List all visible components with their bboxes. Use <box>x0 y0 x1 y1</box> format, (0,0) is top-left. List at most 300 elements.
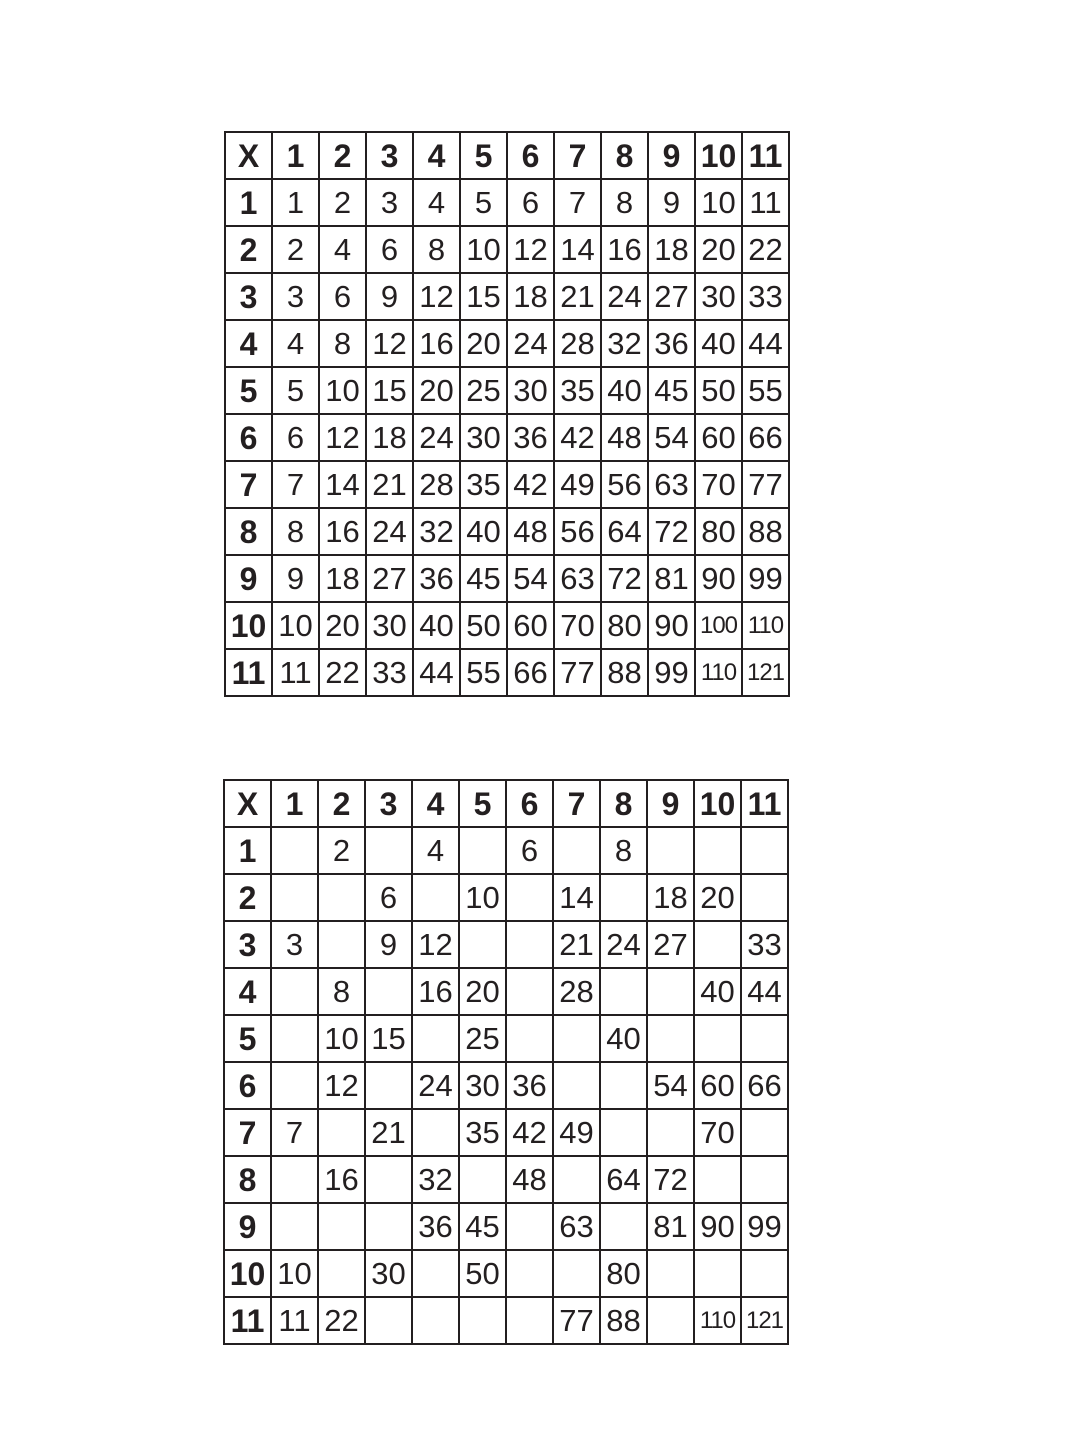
product-cell: 8 <box>601 179 648 226</box>
table-row <box>224 1156 788 1203</box>
blank-cell <box>365 1203 412 1250</box>
product-cell: 88 <box>600 1297 647 1344</box>
product-cell: 55 <box>460 649 507 696</box>
column-header: 10 <box>695 132 742 179</box>
blank-cell <box>271 1156 318 1203</box>
table-row <box>224 1015 788 1062</box>
product-cell: 25 <box>460 367 507 414</box>
column-header: 6 <box>507 132 554 179</box>
product-cell: 16 <box>319 508 366 555</box>
product-cell: 90 <box>648 602 695 649</box>
product-cell: 36 <box>413 555 460 602</box>
product-cell: 3 <box>272 273 319 320</box>
blank-cell <box>647 1109 694 1156</box>
product-cell: 88 <box>742 508 789 555</box>
table-row <box>224 827 788 874</box>
column-header: 3 <box>366 132 413 179</box>
product-cell: 24 <box>366 508 413 555</box>
product-cell: 99 <box>741 1203 788 1250</box>
product-cell: 21 <box>553 921 600 968</box>
product-cell: 11 <box>271 1297 318 1344</box>
product-cell: 66 <box>742 414 789 461</box>
blank-cell <box>365 1297 412 1344</box>
table-row <box>225 461 789 508</box>
blank-cell <box>412 1015 459 1062</box>
product-cell: 121 <box>742 649 789 696</box>
product-cell: 27 <box>648 273 695 320</box>
blank-cell <box>600 1062 647 1109</box>
blank-cell <box>741 1015 788 1062</box>
product-cell: 27 <box>366 555 413 602</box>
product-cell: 9 <box>365 921 412 968</box>
blank-cell <box>694 1250 741 1297</box>
product-cell: 24 <box>507 320 554 367</box>
product-cell: 30 <box>365 1250 412 1297</box>
product-cell: 12 <box>507 226 554 273</box>
product-cell: 77 <box>742 461 789 508</box>
product-cell: 40 <box>413 602 460 649</box>
product-cell: 27 <box>647 921 694 968</box>
product-cell: 30 <box>460 414 507 461</box>
product-cell: 90 <box>694 1203 741 1250</box>
product-cell: 32 <box>601 320 648 367</box>
column-header: 8 <box>600 780 647 827</box>
product-cell: 44 <box>413 649 460 696</box>
product-cell: 64 <box>601 508 648 555</box>
product-cell: 35 <box>460 461 507 508</box>
product-cell: 9 <box>648 179 695 226</box>
product-cell: 77 <box>554 649 601 696</box>
product-cell: 6 <box>319 273 366 320</box>
table-row <box>225 273 789 320</box>
blank-cell <box>412 874 459 921</box>
blank-cell <box>459 1297 506 1344</box>
product-cell: 30 <box>507 367 554 414</box>
table-row <box>224 1297 788 1344</box>
product-cell: 20 <box>695 226 742 273</box>
product-cell: 21 <box>365 1109 412 1156</box>
product-cell: 80 <box>695 508 742 555</box>
column-header: 8 <box>601 132 648 179</box>
product-cell: 99 <box>742 555 789 602</box>
row-header: 4 <box>224 968 271 1015</box>
product-cell: 40 <box>694 968 741 1015</box>
product-cell: 66 <box>507 649 554 696</box>
product-cell: 30 <box>366 602 413 649</box>
table-row <box>224 968 788 1015</box>
blank-cell <box>600 1203 647 1250</box>
row-header: 11 <box>225 649 272 696</box>
product-cell: 16 <box>412 968 459 1015</box>
blank-cell <box>694 1015 741 1062</box>
product-cell: 8 <box>413 226 460 273</box>
row-header: 6 <box>225 414 272 461</box>
row-header: 9 <box>225 555 272 602</box>
product-cell: 56 <box>601 461 648 508</box>
table-row <box>224 921 788 968</box>
product-cell: 110 <box>694 1297 741 1344</box>
column-header: 6 <box>506 780 553 827</box>
product-cell: 21 <box>366 461 413 508</box>
blank-cell <box>506 968 553 1015</box>
product-cell: 60 <box>507 602 554 649</box>
blank-cell <box>506 921 553 968</box>
row-header: 5 <box>224 1015 271 1062</box>
blank-cell <box>412 1109 459 1156</box>
blank-cell <box>506 1297 553 1344</box>
blank-cell <box>318 874 365 921</box>
blank-cell <box>271 827 318 874</box>
row-header: 4 <box>225 320 272 367</box>
product-cell: 1 <box>272 179 319 226</box>
row-header: 8 <box>224 1156 271 1203</box>
table-row <box>224 1250 788 1297</box>
blank-cell <box>506 874 553 921</box>
product-cell: 12 <box>412 921 459 968</box>
row-header: 10 <box>224 1250 271 1297</box>
product-cell: 20 <box>460 320 507 367</box>
column-header: 4 <box>413 132 460 179</box>
product-cell: 8 <box>318 968 365 1015</box>
product-cell: 44 <box>742 320 789 367</box>
product-cell: 4 <box>319 226 366 273</box>
blank-cell <box>459 1156 506 1203</box>
product-cell: 6 <box>506 827 553 874</box>
product-cell: 72 <box>647 1156 694 1203</box>
product-cell: 110 <box>742 602 789 649</box>
product-cell: 28 <box>554 320 601 367</box>
product-cell: 40 <box>695 320 742 367</box>
product-cell: 99 <box>648 649 695 696</box>
product-cell: 50 <box>695 367 742 414</box>
column-header: 5 <box>460 132 507 179</box>
product-cell: 16 <box>413 320 460 367</box>
product-cell: 36 <box>412 1203 459 1250</box>
column-header: 3 <box>365 780 412 827</box>
product-cell: 33 <box>366 649 413 696</box>
blank-cell <box>600 874 647 921</box>
row-header: 8 <box>225 508 272 555</box>
column-header: 11 <box>742 132 789 179</box>
product-cell: 40 <box>460 508 507 555</box>
column-header: 7 <box>554 132 601 179</box>
product-cell: 7 <box>272 461 319 508</box>
product-cell: 10 <box>695 179 742 226</box>
column-header: 9 <box>647 780 694 827</box>
product-cell: 54 <box>507 555 554 602</box>
row-header: 2 <box>224 874 271 921</box>
row-header: 11 <box>224 1297 271 1344</box>
blank-cell <box>647 827 694 874</box>
product-cell: 110 <box>695 649 742 696</box>
product-cell: 24 <box>413 414 460 461</box>
product-cell: 22 <box>319 649 366 696</box>
product-cell: 18 <box>507 273 554 320</box>
product-cell: 40 <box>600 1015 647 1062</box>
product-cell: 44 <box>741 968 788 1015</box>
product-cell: 7 <box>271 1109 318 1156</box>
blank-cell <box>553 1250 600 1297</box>
blank-cell <box>271 1203 318 1250</box>
product-cell: 60 <box>694 1062 741 1109</box>
product-cell: 3 <box>366 179 413 226</box>
product-cell: 10 <box>272 602 319 649</box>
table-row <box>224 1203 788 1250</box>
product-cell: 5 <box>272 367 319 414</box>
product-cell: 28 <box>413 461 460 508</box>
product-cell: 72 <box>601 555 648 602</box>
product-cell: 45 <box>460 555 507 602</box>
blank-cell <box>318 1250 365 1297</box>
product-cell: 30 <box>459 1062 506 1109</box>
blank-cell <box>271 874 318 921</box>
blank-cell <box>271 968 318 1015</box>
row-header: 6 <box>224 1062 271 1109</box>
product-cell: 18 <box>647 874 694 921</box>
product-cell: 63 <box>648 461 695 508</box>
product-cell: 25 <box>459 1015 506 1062</box>
blank-cell <box>553 1156 600 1203</box>
product-cell: 72 <box>648 508 695 555</box>
product-cell: 48 <box>507 508 554 555</box>
product-cell: 20 <box>694 874 741 921</box>
product-cell: 45 <box>648 367 695 414</box>
product-cell: 12 <box>318 1062 365 1109</box>
product-cell: 14 <box>319 461 366 508</box>
blank-cell <box>506 1015 553 1062</box>
blank-cell <box>741 1109 788 1156</box>
table-row <box>225 179 789 226</box>
table-row <box>225 367 789 414</box>
column-header: 4 <box>412 780 459 827</box>
blank-cell <box>365 968 412 1015</box>
product-cell: 36 <box>506 1062 553 1109</box>
product-cell: 7 <box>554 179 601 226</box>
blank-cell <box>412 1297 459 1344</box>
product-cell: 32 <box>412 1156 459 1203</box>
product-cell: 100 <box>695 602 742 649</box>
column-header: 9 <box>648 132 695 179</box>
product-cell: 18 <box>366 414 413 461</box>
blank-cell <box>318 1109 365 1156</box>
blank-cell <box>600 968 647 1015</box>
column-header: 11 <box>741 780 788 827</box>
column-header: 1 <box>271 780 318 827</box>
product-cell: 36 <box>648 320 695 367</box>
product-cell: 12 <box>413 273 460 320</box>
product-cell: 20 <box>413 367 460 414</box>
blank-cell <box>318 1203 365 1250</box>
product-cell: 36 <box>507 414 554 461</box>
product-cell: 63 <box>554 555 601 602</box>
blank-cell <box>459 827 506 874</box>
blank-cell <box>741 874 788 921</box>
product-cell: 90 <box>695 555 742 602</box>
product-cell: 80 <box>601 602 648 649</box>
blank-cell <box>647 968 694 1015</box>
multiplication-table-complete <box>224 131 790 697</box>
product-cell: 63 <box>553 1203 600 1250</box>
product-cell: 56 <box>554 508 601 555</box>
product-cell: 4 <box>413 179 460 226</box>
product-cell: 45 <box>459 1203 506 1250</box>
blank-cell <box>553 827 600 874</box>
product-cell: 50 <box>460 602 507 649</box>
blank-cell <box>412 1250 459 1297</box>
product-cell: 21 <box>554 273 601 320</box>
header-row <box>224 780 788 827</box>
row-header: 1 <box>225 179 272 226</box>
blank-cell <box>647 1250 694 1297</box>
product-cell: 10 <box>460 226 507 273</box>
product-cell: 48 <box>601 414 648 461</box>
product-cell: 15 <box>460 273 507 320</box>
blank-cell <box>365 1156 412 1203</box>
product-cell: 10 <box>318 1015 365 1062</box>
product-cell: 55 <box>742 367 789 414</box>
product-cell: 35 <box>459 1109 506 1156</box>
product-cell: 24 <box>601 273 648 320</box>
product-cell: 22 <box>318 1297 365 1344</box>
product-cell: 14 <box>554 226 601 273</box>
product-cell: 4 <box>272 320 319 367</box>
product-cell: 11 <box>272 649 319 696</box>
product-cell: 40 <box>601 367 648 414</box>
product-cell: 6 <box>507 179 554 226</box>
product-cell: 50 <box>459 1250 506 1297</box>
row-header: 7 <box>225 461 272 508</box>
product-cell: 81 <box>647 1203 694 1250</box>
product-cell: 14 <box>553 874 600 921</box>
blank-cell <box>647 1297 694 1344</box>
blank-cell <box>741 827 788 874</box>
blank-cell <box>694 921 741 968</box>
column-header: 5 <box>459 780 506 827</box>
product-cell: 20 <box>319 602 366 649</box>
table-row <box>224 1062 788 1109</box>
product-cell: 49 <box>553 1109 600 1156</box>
product-cell: 81 <box>648 555 695 602</box>
column-header: 2 <box>319 132 366 179</box>
blank-cell <box>271 1015 318 1062</box>
product-cell: 35 <box>554 367 601 414</box>
table-row <box>224 874 788 921</box>
product-cell: 4 <box>412 827 459 874</box>
product-cell: 70 <box>694 1109 741 1156</box>
product-cell: 8 <box>600 827 647 874</box>
product-cell: 32 <box>413 508 460 555</box>
row-header: 1 <box>224 827 271 874</box>
table-row <box>225 414 789 461</box>
header-row <box>225 132 789 179</box>
column-header: 1 <box>272 132 319 179</box>
product-cell: 80 <box>600 1250 647 1297</box>
table-row <box>225 555 789 602</box>
table-row <box>225 320 789 367</box>
product-cell: 33 <box>742 273 789 320</box>
product-cell: 30 <box>695 273 742 320</box>
product-cell: 3 <box>271 921 318 968</box>
product-cell: 6 <box>272 414 319 461</box>
column-header: 10 <box>694 780 741 827</box>
table-row <box>225 649 789 696</box>
product-cell: 54 <box>647 1062 694 1109</box>
blank-cell <box>506 1250 553 1297</box>
product-cell: 42 <box>554 414 601 461</box>
product-cell: 77 <box>553 1297 600 1344</box>
blank-cell <box>506 1203 553 1250</box>
product-cell: 42 <box>506 1109 553 1156</box>
multiplication-table-partial <box>223 779 789 1345</box>
row-header: 5 <box>225 367 272 414</box>
product-cell: 16 <box>601 226 648 273</box>
product-cell: 70 <box>554 602 601 649</box>
product-cell: 33 <box>741 921 788 968</box>
product-cell: 9 <box>366 273 413 320</box>
product-cell: 54 <box>648 414 695 461</box>
product-cell: 49 <box>554 461 601 508</box>
product-cell: 20 <box>459 968 506 1015</box>
product-cell: 12 <box>319 414 366 461</box>
product-cell: 6 <box>366 226 413 273</box>
row-header: 3 <box>224 921 271 968</box>
row-header: 9 <box>224 1203 271 1250</box>
product-cell: 42 <box>507 461 554 508</box>
blank-cell <box>365 827 412 874</box>
blank-cell <box>553 1015 600 1062</box>
table-row <box>225 226 789 273</box>
product-cell: 28 <box>553 968 600 1015</box>
product-cell: 15 <box>365 1015 412 1062</box>
blank-cell <box>694 1156 741 1203</box>
product-cell: 15 <box>366 367 413 414</box>
product-cell: 10 <box>271 1250 318 1297</box>
corner-cell: X <box>225 132 272 179</box>
product-cell: 11 <box>742 179 789 226</box>
blank-cell <box>694 827 741 874</box>
blank-cell <box>741 1156 788 1203</box>
blank-cell <box>741 1250 788 1297</box>
product-cell: 6 <box>365 874 412 921</box>
table-row <box>224 1109 788 1156</box>
table-row <box>225 602 789 649</box>
product-cell: 22 <box>742 226 789 273</box>
product-cell: 18 <box>319 555 366 602</box>
blank-cell <box>318 921 365 968</box>
product-cell: 10 <box>319 367 366 414</box>
product-cell: 66 <box>741 1062 788 1109</box>
blank-cell <box>365 1062 412 1109</box>
product-cell: 9 <box>272 555 319 602</box>
product-cell: 121 <box>741 1297 788 1344</box>
product-cell: 48 <box>506 1156 553 1203</box>
product-cell: 24 <box>600 921 647 968</box>
product-cell: 16 <box>318 1156 365 1203</box>
product-cell: 5 <box>460 179 507 226</box>
blank-cell <box>553 1062 600 1109</box>
product-cell: 2 <box>318 827 365 874</box>
product-cell: 60 <box>695 414 742 461</box>
product-cell: 70 <box>695 461 742 508</box>
row-header: 3 <box>225 273 272 320</box>
product-cell: 18 <box>648 226 695 273</box>
blank-cell <box>271 1062 318 1109</box>
product-cell: 8 <box>319 320 366 367</box>
blank-cell <box>647 1015 694 1062</box>
table-row <box>225 508 789 555</box>
product-cell: 24 <box>412 1062 459 1109</box>
column-header: 2 <box>318 780 365 827</box>
